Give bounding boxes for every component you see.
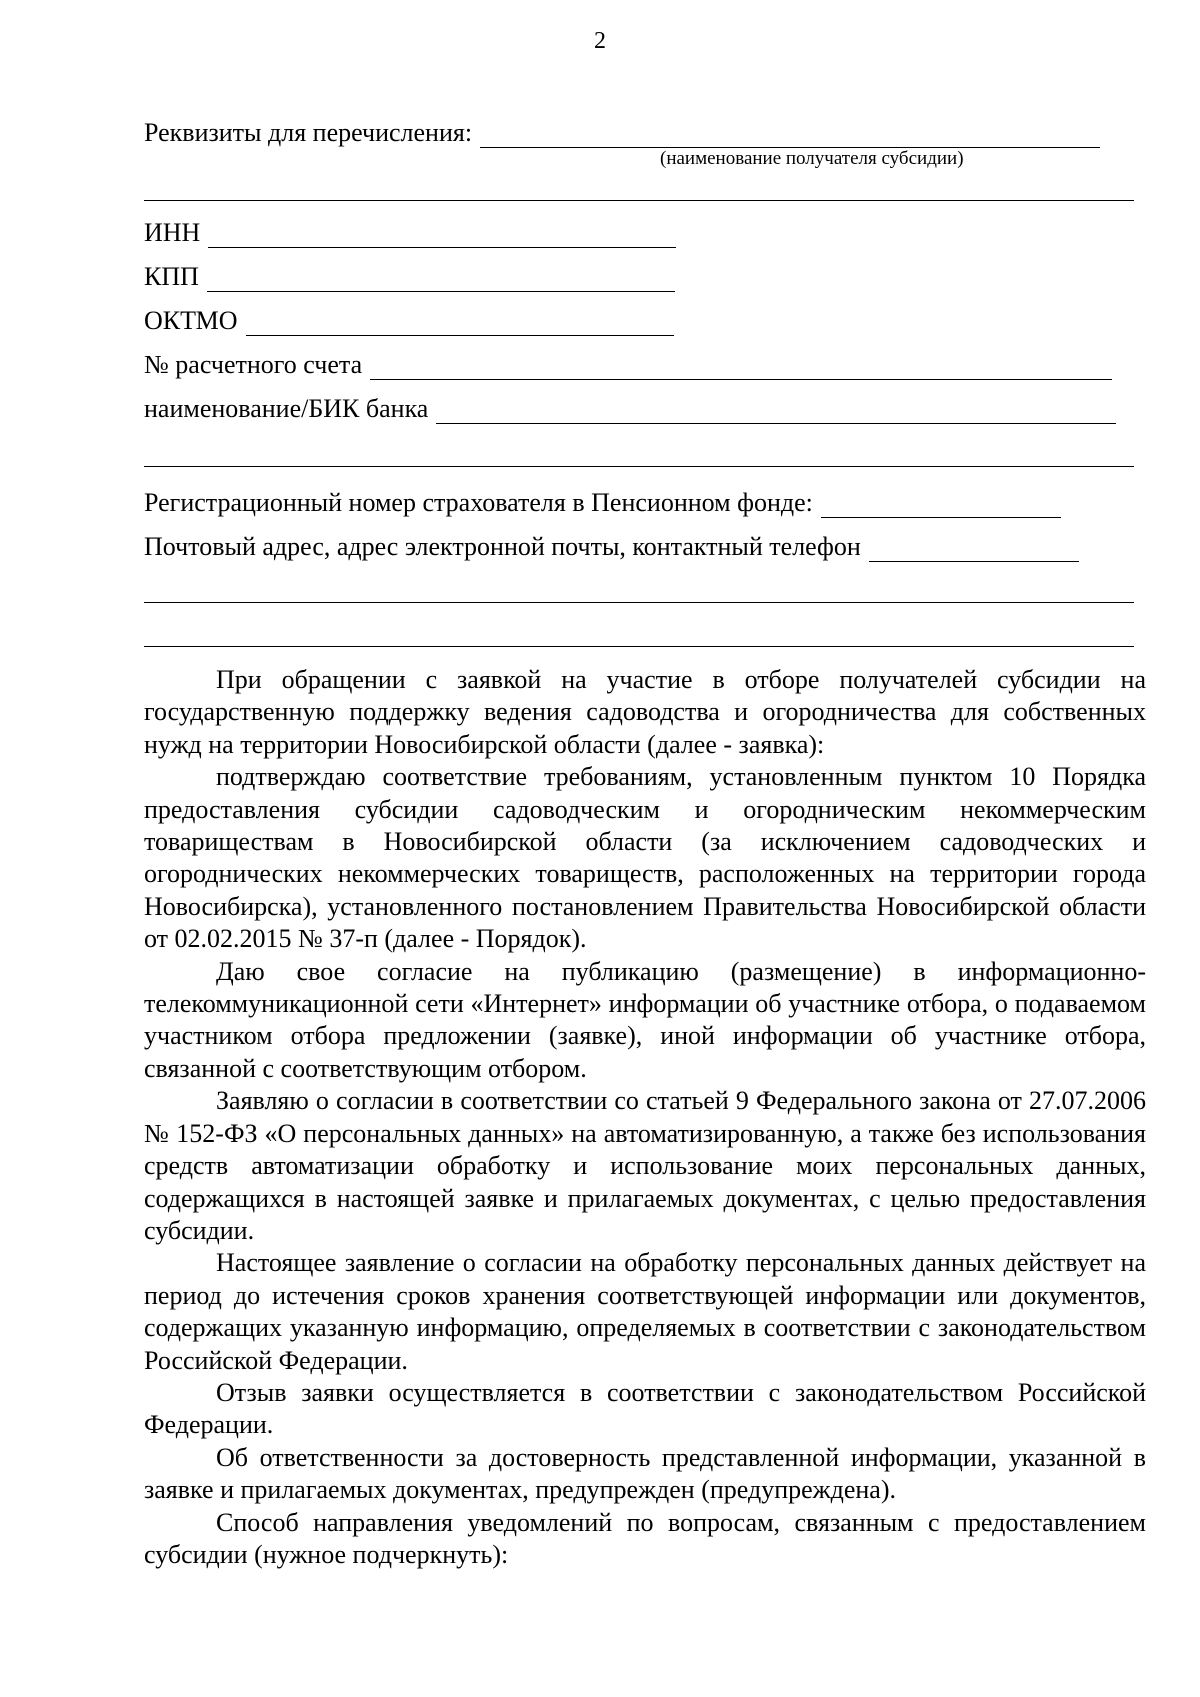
- oktmo-field[interactable]: [246, 311, 674, 336]
- paragraph-responsibility: Об ответственности за достоверность представленной информации, указанной в заявке и прилагаемых документах, предупрежден (предупреждена).: [144, 1442, 1146, 1505]
- recipient-name-field[interactable]: [480, 123, 1100, 148]
- contacts-row: [144, 532, 1079, 562]
- kpp-row: [144, 262, 675, 292]
- bank-continuation-line[interactable]: [144, 466, 1134, 467]
- oktmo-row: [144, 306, 674, 336]
- inn-label: ИНН: [144, 218, 201, 247]
- kpp-field[interactable]: [207, 267, 675, 292]
- statement-body: [144, 664, 1146, 1571]
- bank-field[interactable]: [436, 399, 1116, 424]
- pension-reg-field[interactable]: [821, 493, 1061, 518]
- paragraph-intro: При обращении с заявкой на участие в отборе получателей субсидии на государственную поддержку ведения садоводства и огородничества для собственных нужд на территории Новосибирской области (далее - заявка):: [144, 665, 1146, 759]
- paragraph-withdrawal: Отзыв заявки осуществляется в соответствии с законодательством Российской Федерации.: [144, 1377, 1146, 1440]
- contacts-label: Почтовый адрес, адрес электронной почты, контактный телефон: [144, 532, 861, 561]
- page-number: 2: [594, 28, 606, 54]
- account-row: [144, 350, 1112, 380]
- bank-label: наименование/БИК банка: [144, 394, 429, 423]
- paragraph-consent-period: Настоящее заявление о согласии на обработку персональных данных действует на период до истечения сроков хранения соответствующей информации или документов, содержащих указанную информацию, определяемых в соответствии с законодательством Российской Федерации.: [144, 1248, 1146, 1375]
- paragraph-publication-consent: Даю свое согласие на публикацию (размещение) в информационно-телекоммуникационной сети «Интернет» информации об участнике отбора, о подаваемом участником отбора предложении (заявке), иной информации об участнике отбора, связанной с соответствующим отбором.: [144, 956, 1146, 1083]
- bank-row: [144, 394, 1116, 424]
- contacts-continuation-line-1[interactable]: [144, 602, 1134, 603]
- inn-row: [144, 218, 676, 248]
- recipient-caption: (наименование получателя субсидии): [660, 148, 964, 169]
- requisites-row: [144, 118, 1100, 148]
- contacts-field[interactable]: [869, 537, 1079, 562]
- pension-reg-label: Регистрационный номер страхователя в Пенсионном фонде:: [144, 488, 813, 517]
- paragraph-personal-data-consent: Заявляю о согласии в соответствии со статьей 9 Федерального закона от 27.07.2006 № 152-ФЗ «О персональных данных» на автоматизированную, а также без использования средств автоматизации обработку и использование моих персональных данных, содержащихся в настоящей заявке и прилагаемых документах, с целью предоставления субсидии.: [144, 1086, 1146, 1245]
- requisites-label: Реквизиты для перечисления:: [144, 118, 473, 147]
- account-field[interactable]: [370, 355, 1112, 380]
- oktmo-label: ОКТМО: [144, 306, 238, 335]
- inn-field[interactable]: [208, 223, 676, 248]
- account-label: № расчетного счета: [144, 350, 363, 379]
- paragraph-notification-method: Способ направления уведомлений по вопросам, связанным с предоставлением субсидии (нужное подчеркнуть):: [144, 1507, 1146, 1569]
- contacts-continuation-line-2[interactable]: [144, 646, 1134, 647]
- pension-reg-row: [144, 488, 1061, 518]
- paragraph-compliance: подтверждаю соответствие требованиям, установленным пунктом 10 Порядка предоставления субсидии садоводческим и огородническим некоммерческим товариществам в Новосибирской области (за исключением садоводческих и огороднических некоммерческих товариществ, расположенных на территории города Новосибирска), установленного постановлением Правительства Новосибирской области от 02.02.2015 № 37-п (далее - Порядок).: [144, 762, 1146, 954]
- kpp-label: КПП: [144, 262, 199, 291]
- recipient-name-continuation-line[interactable]: [144, 200, 1134, 201]
